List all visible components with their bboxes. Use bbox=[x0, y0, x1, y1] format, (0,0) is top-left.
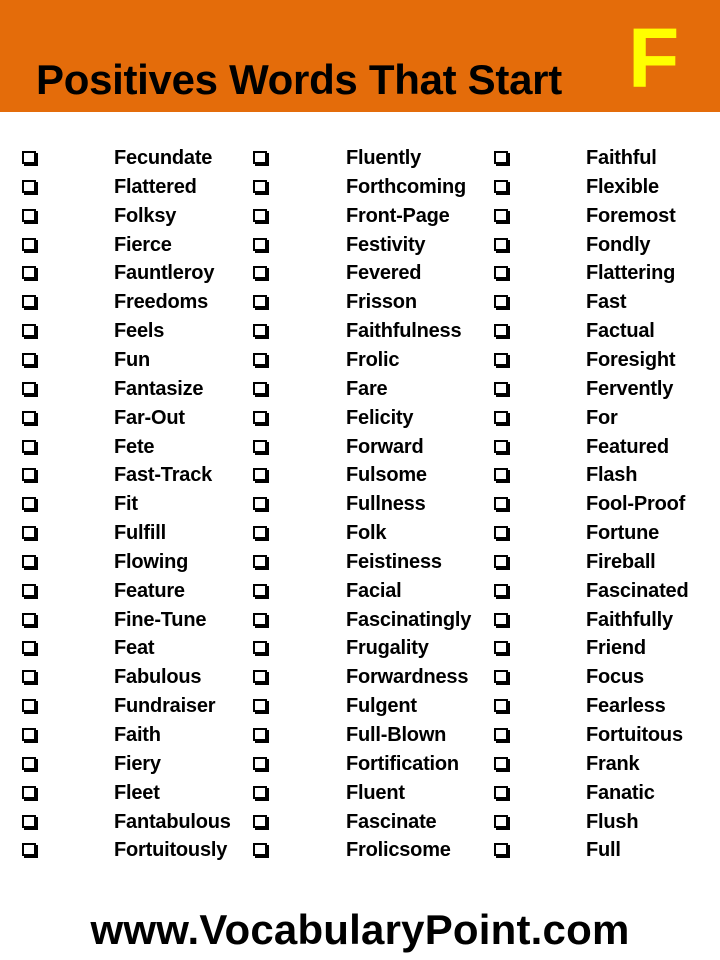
checkbox-icon[interactable] bbox=[22, 670, 36, 683]
word-item: Far-Out bbox=[114, 406, 185, 429]
checkbox-icon[interactable] bbox=[494, 180, 508, 193]
checkbox-icon[interactable] bbox=[22, 180, 36, 193]
word-item: Faithful bbox=[586, 147, 657, 169]
checkbox-icon[interactable] bbox=[253, 843, 267, 856]
word-item: Folk bbox=[346, 522, 387, 545]
footer-url: www.VocabularyPoint.com bbox=[90, 906, 630, 953]
checkbox-icon[interactable] bbox=[253, 468, 267, 481]
word-item: Fondly bbox=[586, 233, 651, 256]
checkbox-icon[interactable] bbox=[22, 786, 36, 799]
checkbox-icon[interactable] bbox=[253, 440, 267, 453]
word-item: Fast-Track bbox=[114, 464, 213, 487]
checkbox-icon[interactable] bbox=[22, 440, 36, 453]
word-item: Fast bbox=[586, 291, 627, 314]
checkbox-icon[interactable] bbox=[253, 411, 267, 424]
word-item: Fool-Proof bbox=[586, 493, 686, 516]
word-item: Foresight bbox=[586, 348, 676, 371]
checkbox-icon[interactable] bbox=[494, 497, 508, 510]
checkbox-icon[interactable] bbox=[253, 555, 267, 568]
word-item: Fascinated bbox=[586, 579, 689, 602]
checkbox-icon[interactable] bbox=[22, 584, 36, 597]
word-item: Frolicsome bbox=[346, 839, 451, 862]
word-item: Feels bbox=[114, 320, 165, 343]
word-item: Flush bbox=[586, 810, 639, 833]
word-item: Factual bbox=[586, 320, 655, 343]
word-item: Fulgent bbox=[346, 695, 417, 718]
checkbox-icon[interactable] bbox=[494, 641, 508, 654]
word-item: Fearless bbox=[586, 695, 666, 718]
checkbox-icon[interactable] bbox=[253, 613, 267, 626]
word-item: Flattered bbox=[114, 175, 197, 198]
checkbox-icon[interactable] bbox=[22, 468, 36, 481]
checkbox-icon[interactable] bbox=[253, 324, 267, 337]
checkbox-icon[interactable] bbox=[494, 295, 508, 308]
word-item: Festivity bbox=[346, 233, 426, 256]
word-item: Fun bbox=[114, 348, 151, 371]
word-item: Frugality bbox=[346, 637, 429, 660]
checkbox-icon[interactable] bbox=[494, 411, 508, 424]
checkbox-icon[interactable] bbox=[22, 497, 36, 510]
word-item: Full bbox=[586, 839, 621, 862]
word-item: Fantasize bbox=[114, 377, 204, 400]
word-item: For bbox=[586, 406, 618, 429]
checkbox-icon[interactable] bbox=[494, 815, 508, 828]
word-item: Forthcoming bbox=[346, 175, 467, 198]
word-item: Fullness bbox=[346, 493, 426, 516]
checkbox-icon[interactable] bbox=[494, 613, 508, 626]
word-item: Faith bbox=[114, 724, 161, 746]
checkbox-icon[interactable] bbox=[494, 382, 508, 395]
checkbox-icon[interactable] bbox=[494, 440, 508, 453]
checkbox-icon[interactable] bbox=[253, 353, 267, 366]
word-item: Fanatic bbox=[586, 781, 655, 804]
checkbox-icon[interactable] bbox=[253, 584, 267, 597]
word-item: Fantabulous bbox=[114, 810, 231, 833]
checkbox-icon[interactable] bbox=[494, 584, 508, 597]
word-item: Freedoms bbox=[114, 291, 208, 314]
checkbox-icon[interactable] bbox=[494, 757, 508, 770]
checkbox-icon[interactable] bbox=[22, 699, 36, 712]
word-item: Fireball bbox=[586, 550, 656, 573]
word-item: Focus bbox=[586, 666, 644, 689]
word-item: Fluent bbox=[346, 781, 405, 804]
checkbox-icon[interactable] bbox=[22, 324, 36, 337]
word-item: Flash bbox=[586, 464, 638, 487]
checkbox-icon[interactable] bbox=[253, 180, 267, 193]
word-item: Full-Blown bbox=[346, 724, 447, 746]
word-item: Feistiness bbox=[346, 550, 442, 573]
checkbox-icon[interactable] bbox=[22, 613, 36, 626]
word-item: Fecundate bbox=[114, 147, 213, 169]
checkbox-icon[interactable] bbox=[22, 555, 36, 568]
checkbox-icon[interactable] bbox=[253, 238, 267, 251]
word-item: Flexible bbox=[586, 175, 659, 198]
word-item: Flattering bbox=[586, 262, 676, 285]
title-letter: F bbox=[628, 11, 680, 105]
checkbox-icon[interactable] bbox=[22, 728, 36, 741]
checkbox-icon[interactable] bbox=[253, 295, 267, 308]
checkbox-icon[interactable] bbox=[253, 699, 267, 712]
word-item: Fervently bbox=[586, 377, 674, 400]
checkbox-icon[interactable] bbox=[22, 266, 36, 279]
word-item: Fortune bbox=[586, 522, 660, 545]
word-item: Fundraiser bbox=[114, 695, 216, 718]
checkbox-icon[interactable] bbox=[253, 497, 267, 510]
checkbox-icon[interactable] bbox=[253, 786, 267, 799]
checkbox-icon[interactable] bbox=[494, 468, 508, 481]
word-item: Fare bbox=[346, 377, 388, 400]
checkbox-icon[interactable] bbox=[253, 151, 267, 164]
checkbox-icon[interactable] bbox=[253, 728, 267, 741]
word-item: Fiery bbox=[114, 752, 161, 775]
word-item: Fauntleroy bbox=[114, 262, 215, 285]
word-item: Fabulous bbox=[114, 666, 202, 689]
checkbox-icon[interactable] bbox=[494, 843, 508, 856]
checkbox-icon[interactable] bbox=[494, 728, 508, 741]
checkbox-icon[interactable] bbox=[494, 699, 508, 712]
word-item: Frolic bbox=[346, 348, 400, 371]
word-item: Fascinatingly bbox=[346, 608, 472, 631]
checkbox-icon[interactable] bbox=[494, 670, 508, 683]
word-item: Folksy bbox=[114, 204, 177, 227]
word-item: Front-Page bbox=[346, 204, 450, 227]
word-item: Friend bbox=[586, 637, 646, 660]
checkbox-icon[interactable] bbox=[22, 295, 36, 308]
checkbox-icon[interactable] bbox=[253, 526, 267, 539]
word-item: Forward bbox=[346, 435, 424, 458]
checkbox-icon[interactable] bbox=[22, 815, 36, 828]
checkbox-icon[interactable] bbox=[494, 526, 508, 539]
checkbox-icon[interactable] bbox=[494, 353, 508, 366]
word-item: Felicity bbox=[346, 406, 414, 429]
word-item: Fulsome bbox=[346, 464, 427, 487]
word-item: Faithfulness bbox=[346, 320, 462, 343]
word-item: Frisson bbox=[346, 291, 417, 314]
checkbox-icon[interactable] bbox=[253, 641, 267, 654]
checkbox-icon[interactable] bbox=[22, 843, 36, 856]
word-item: Faithfully bbox=[586, 608, 673, 631]
checkbox-icon[interactable] bbox=[22, 411, 36, 424]
word-item: Fete bbox=[114, 435, 155, 458]
word-item: Featured bbox=[586, 435, 669, 458]
checkbox-icon[interactable] bbox=[22, 526, 36, 539]
word-item: Fevered bbox=[346, 262, 422, 285]
word-item: Forwardness bbox=[346, 666, 469, 689]
checkbox-icon[interactable] bbox=[253, 670, 267, 683]
word-item: Facial bbox=[346, 579, 402, 602]
checkbox-icon[interactable] bbox=[494, 324, 508, 337]
checkbox-icon[interactable] bbox=[253, 757, 267, 770]
word-item: Fleet bbox=[114, 781, 160, 804]
page-title: Positives Words That Start bbox=[36, 56, 562, 103]
checkbox-icon[interactable] bbox=[494, 209, 508, 222]
checkbox-icon[interactable] bbox=[253, 382, 267, 395]
word-item: Feature bbox=[114, 579, 185, 602]
word-item: Fascinate bbox=[346, 810, 437, 833]
checkbox-icon[interactable] bbox=[253, 209, 267, 222]
word-item: Fulfill bbox=[114, 522, 166, 545]
checkbox-icon[interactable] bbox=[494, 151, 508, 164]
checkbox-icon[interactable] bbox=[253, 266, 267, 279]
checkbox-icon[interactable] bbox=[494, 266, 508, 279]
checkbox-icon[interactable] bbox=[22, 641, 36, 654]
word-item: Fit bbox=[114, 493, 138, 516]
word-item: Fortuitously bbox=[114, 839, 228, 862]
checkbox-icon[interactable] bbox=[22, 151, 36, 164]
word-item: Frank bbox=[586, 752, 640, 775]
word-item: Fierce bbox=[114, 233, 172, 256]
checkbox-icon[interactable] bbox=[494, 555, 508, 568]
checkbox-icon[interactable] bbox=[22, 238, 36, 251]
word-item: Fortuitous bbox=[586, 724, 683, 746]
checkbox-icon[interactable] bbox=[22, 757, 36, 770]
word-item: Fortification bbox=[346, 752, 459, 775]
checkbox-icon[interactable] bbox=[22, 382, 36, 395]
checkbox-icon[interactable] bbox=[494, 786, 508, 799]
checkbox-icon[interactable] bbox=[22, 209, 36, 222]
word-item: Fine-Tune bbox=[114, 608, 207, 631]
word-item: Flowing bbox=[114, 550, 189, 573]
word-item: Feat bbox=[114, 637, 155, 660]
checkbox-icon[interactable] bbox=[494, 238, 508, 251]
checkbox-icon[interactable] bbox=[22, 353, 36, 366]
checkbox-icon[interactable] bbox=[253, 815, 267, 828]
word-item: Foremost bbox=[586, 204, 676, 227]
word-item: Fluently bbox=[346, 147, 422, 169]
